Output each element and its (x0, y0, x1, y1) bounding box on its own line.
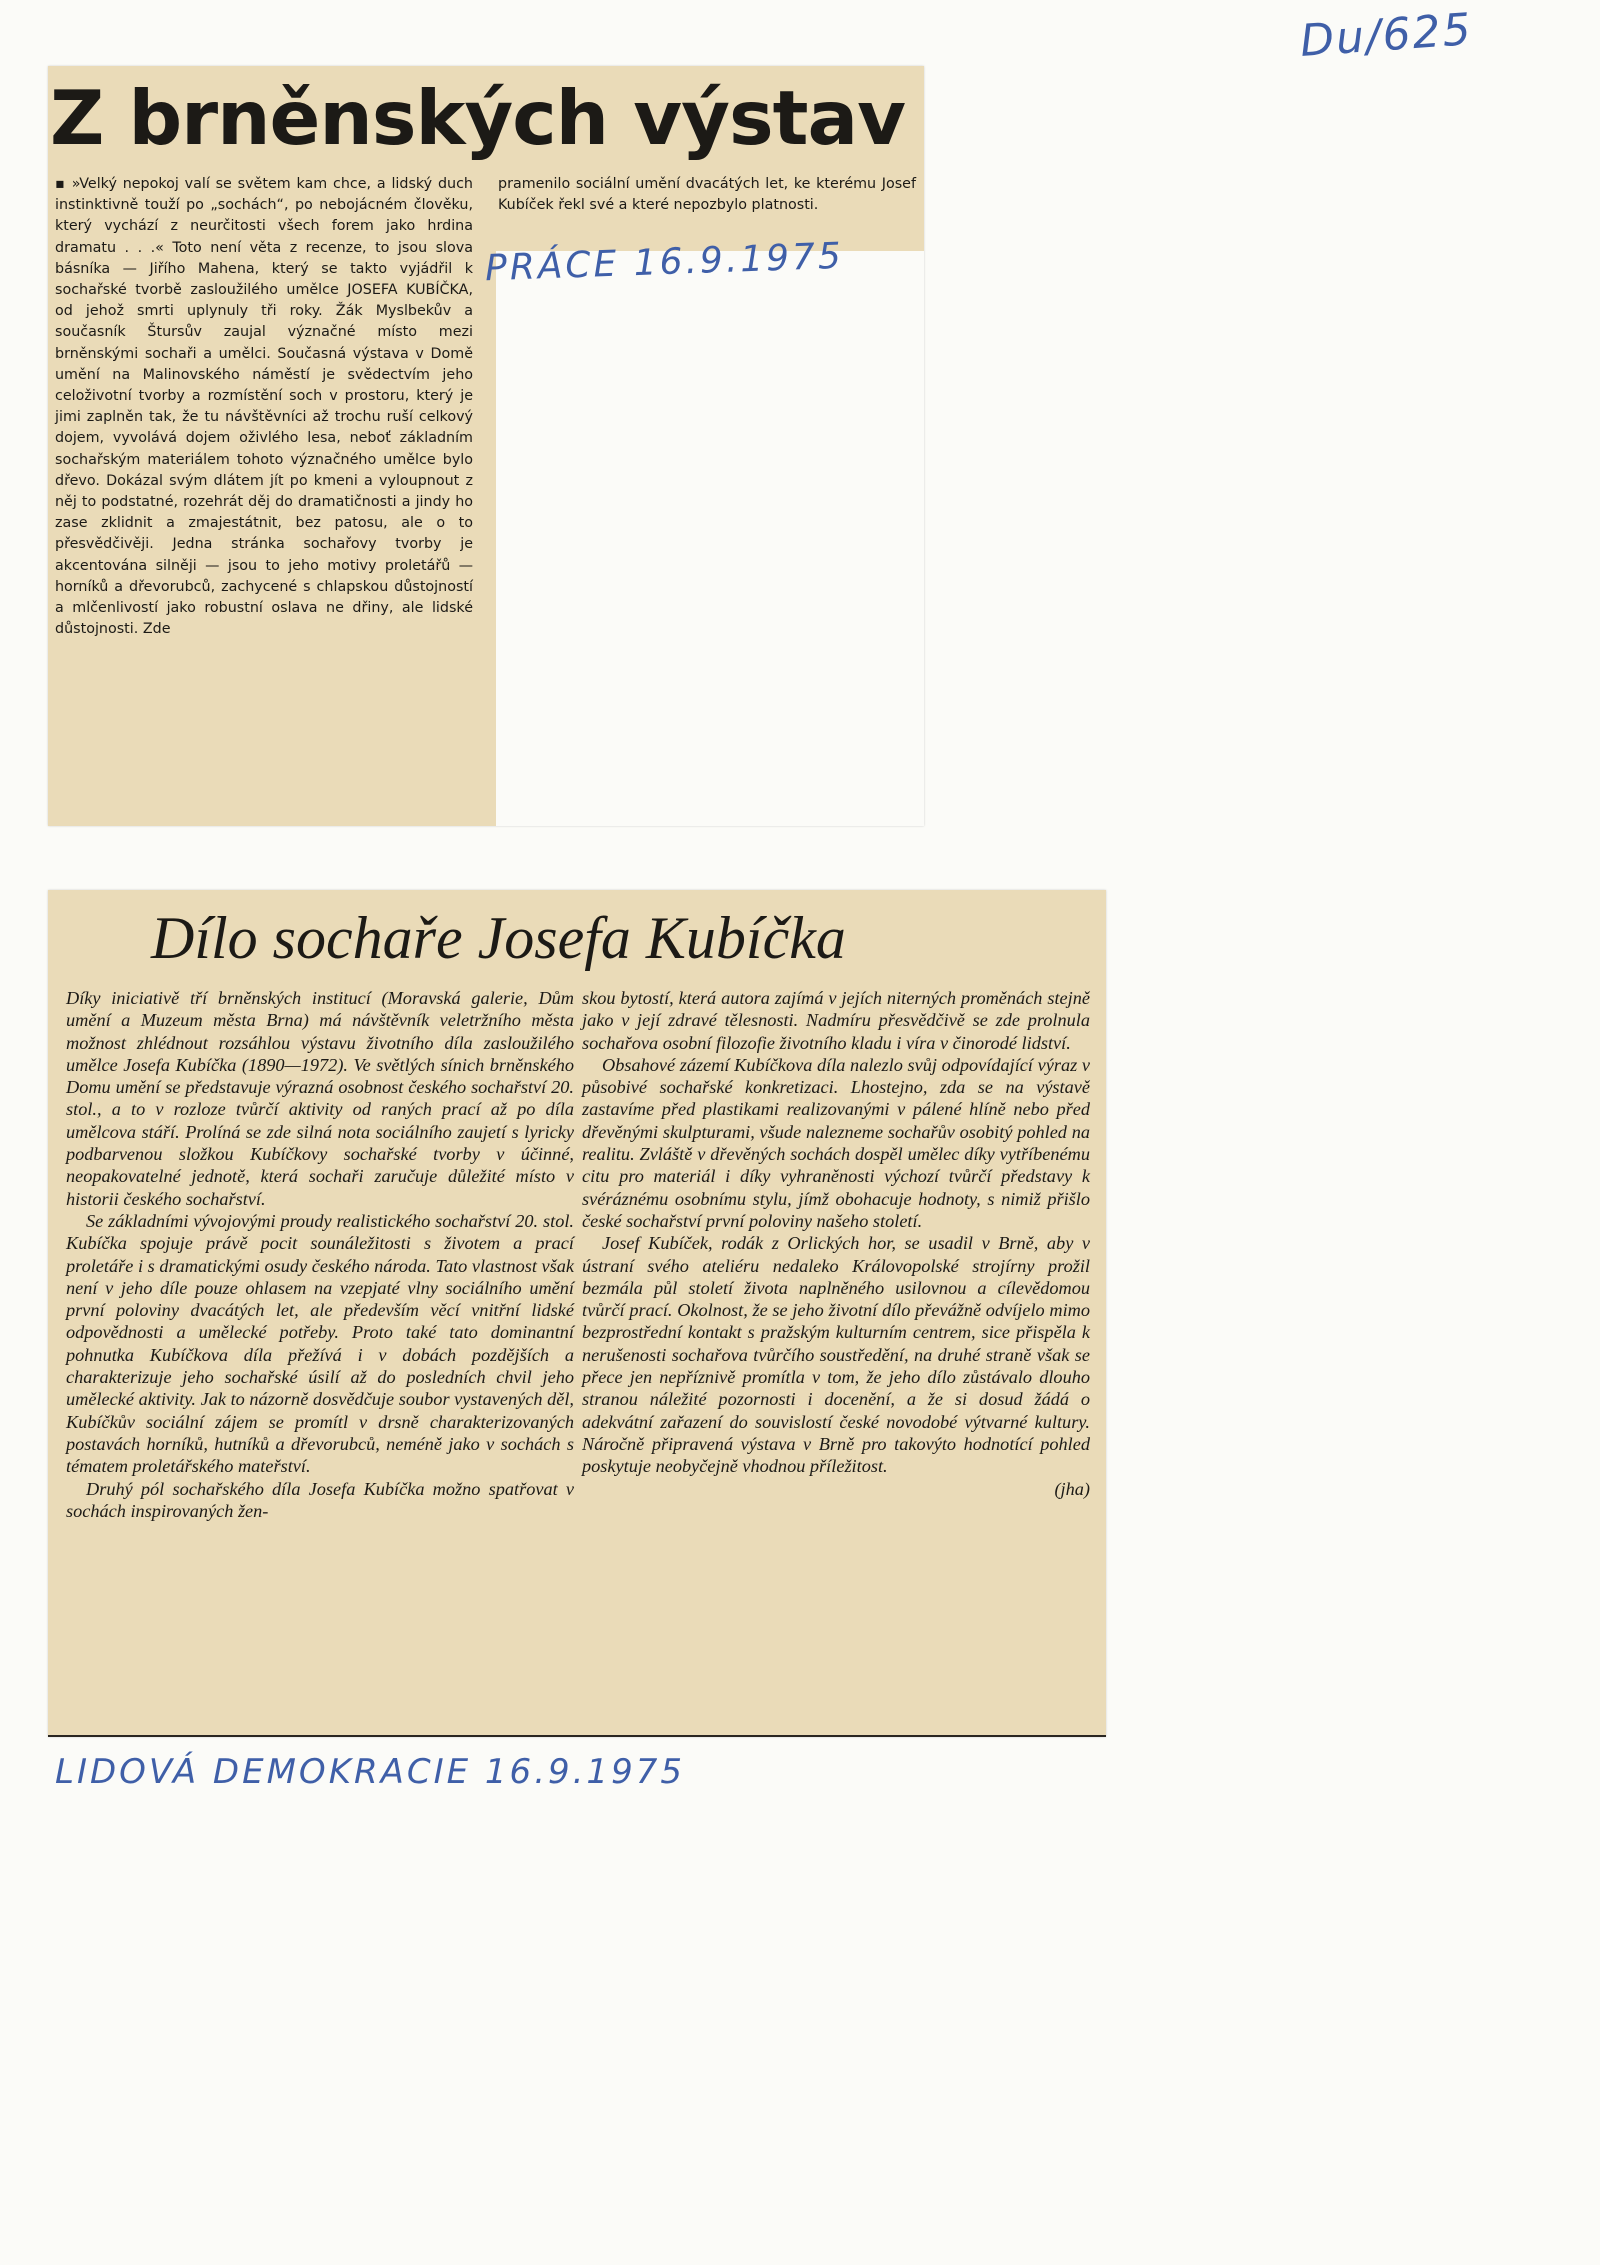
clipping-2-column-1 (66, 987, 574, 1522)
clipping-2-column-2 (582, 987, 1090, 1500)
clipping-2-signature-line (582, 1478, 1090, 1500)
clipping-2-paragraph: Díky iniciativě tří brněnských institucí (Moravská galerie, Dům umění a Muzeum města Brna) má návštěvník veletržního města možnost zhlédnout rozsáhlou výstavu životního díla zasloužilého umělce Josefa Kubíčka (1890—1972). Ve světlých sínich brněnského Domu umění se představuje výrazná osobnost českého sochařství 20. stol., a to v rozloze tvůrčí aktivity od raných prací až po díla umělcova stáří. Prolíná se zde silná nota sociálního zaujetí s lyricky podbarvenou složkou Kubíčkovy sochařské tvorby v účinné, neopakovatelné jednotě, která sochaři zaručuje důležité místo v historii českého sochařství. (66, 988, 574, 1209)
clipping-1-headline: Z brněnských výstav (50, 74, 905, 162)
handwritten-source-prace: PRÁCE 16.9.1975 (484, 235, 845, 290)
clipping-2-bottom-rule (48, 1735, 1106, 1737)
clipping-1-paragraph: ▪ »Velký nepokoj valí se světem kam chce, a lidský duch instinktivně touží po „sochách“, po nebojácném člověku, který vychází z neurčitosti všech forem jako hrdina dramatu . . .« Toto není věta z recenze, to jsou slova básníka — Jiřího Mahena, který se takto vyjádřil k sochařské tvorbě zasloužilého umělce JOSEFA KUBÍČKA, od jehož smrti uplynuly tři roky. Žák Myslbekův a současník Štursův zaujal význačné místo mezi brněnskými sochaři a umělci. Současná výstava v Domě umění na Malinovského náměstí je svědectvím jeho celoživotní tvorby a rozmístění soch v prostoru, který je jimi zaplněn tak, že tu návštěvníci až trochu ruší celkový dojem, vyvolává dojem oživlého lesa, neboť základním sochařským materiálem tohoto význačného umělce bylo dřevo. Dokázal svým dlátem jít po kmeni a vyloupnout z něj to podstatné, rozehrát děj do dramatičnosti a jindy ho zase zklidnit a zmajestátnit, bez patosu, ale o to přesvědčivěji. Jedna stránka sochařovy tvorby je akcentována silněji — jsou to jeho motivy proletářů — horníků a dřevorubců, zachycené s chlapskou důstojností a mlčenlivostí jako robustní oslava ne dřiny, ale lidské důstojnosti. Zde (55, 176, 473, 638)
clipping-2-paragraph: skou bytostí, která autora zajímá v jejích niterných proměnách stejně jako v její zdravé tělesnosti. Nadmíru přesvědčivě se zde prolnula sochařova osobní filozofie životního kladu i víra v činorodé lidství. (582, 988, 1090, 1053)
clipping-2-paragraph: Druhý pól sochařského díla Josefa Kubíčka možno spatřovat v sochách inspirovaných žen- (66, 1478, 574, 1521)
clipping-2-paragraph: Josef Kubíček, rodák z Orlických hor, se usadil v Brně, aby v ústraní svého ateliéru nedaleko Královopolské strojírny prožil bezmála půl století života naplněného usilovnou a cílevědomou tvůrčí prací. Okolnost, že se jeho životní dílo převážně odvíjelo mimo bezprostřední kontakt s pražským kulturním centrem, sice přispěla k nerušenosti sochařova tvůrčího soustředění, na druhé straně však se přece jen nepříznivě promítla v tom, že jeho dílo zůstávalo dlouho stranou náležité pozornosti i docenění, a že si dosud žádá o adekvátní zařazení do souvislostí české novodobé výtvarné kultury. Náročně připravená výstava v Brně pro takovýto hodnotící pohled poskytuje neobyčejně vhodnou příležitost. (582, 1233, 1090, 1477)
archive-mark: Du/625 (1298, 4, 1475, 67)
clipping-2-signature: (jha) (1054, 1478, 1090, 1499)
clipping-2-paragraph: Se základními vývojovými proudy realistického sochařství 20. stol. Kubíčka spojuje právě pocit sounáležitosti s životem a prací proletáře i s dramatickými osudy českého národa. Tato vlastnost však není v jeho díle pouze ohlasem na vzepjaté vlny sociálního umění první poloviny dvacátých let, ale především věcí vnitřní lidské odpovědnosti a umělecké potřeby. Proto také tato dominantní pohnutka Kubíčkova díla přežívá i v dobách pozdějších a charakterizuje jeho sochařské úsilí až do posledních chvil jeho umělecké aktivity. Jak to názorně dosvědčuje soubor vystavených děl, Kubíčkův sociální zájem se promítl v drsně charakterizovaných postavách horníků, hutníků a dřevorubců, neméně jako v sochách s tématem proletářského mateřství. (66, 1210, 574, 1477)
handwritten-source-lidova-demokracie: LIDOVÁ DEMOKRACIE 16.9.1975 (55, 1752, 685, 1792)
clipping-prace (48, 66, 924, 826)
clipping-2-headline: Dílo sochaře Josefa Kubíčka (151, 905, 846, 971)
clipping-1-column-2 (498, 174, 916, 216)
clipping-2-paragraph: Obsahové zázemí Kubíčkova díla nalezlo svůj odpovídající výraz v působivé sochařské konkretizaci. Lhostejno, zda se na výstavě zastavíme před plastikami realizovanými v pálené hlíně nebo před dřevěnými skulpturami, všude nalezneme sochařův osobitý pohled na realitu. Zvláště v dřevěných sochách dospěl umělec díky vytříbenému citu pro materiál i díky vyhraněnosti výchozí tvůrčí představy k svéráznému osobnímu stylu, jímž obohacuje hodnoty, s nimiž přišlo české sochařství první poloviny našeho století. (582, 1054, 1090, 1231)
clipping-lidova-demokracie (48, 890, 1106, 1737)
clipping-1-column-1 (55, 174, 473, 640)
clipping-1-paragraph: pramenilo sociální umění dvacátých let, ke kterému Josef Kubíček řekl své a které nepozbylo platnosti. (498, 176, 916, 214)
